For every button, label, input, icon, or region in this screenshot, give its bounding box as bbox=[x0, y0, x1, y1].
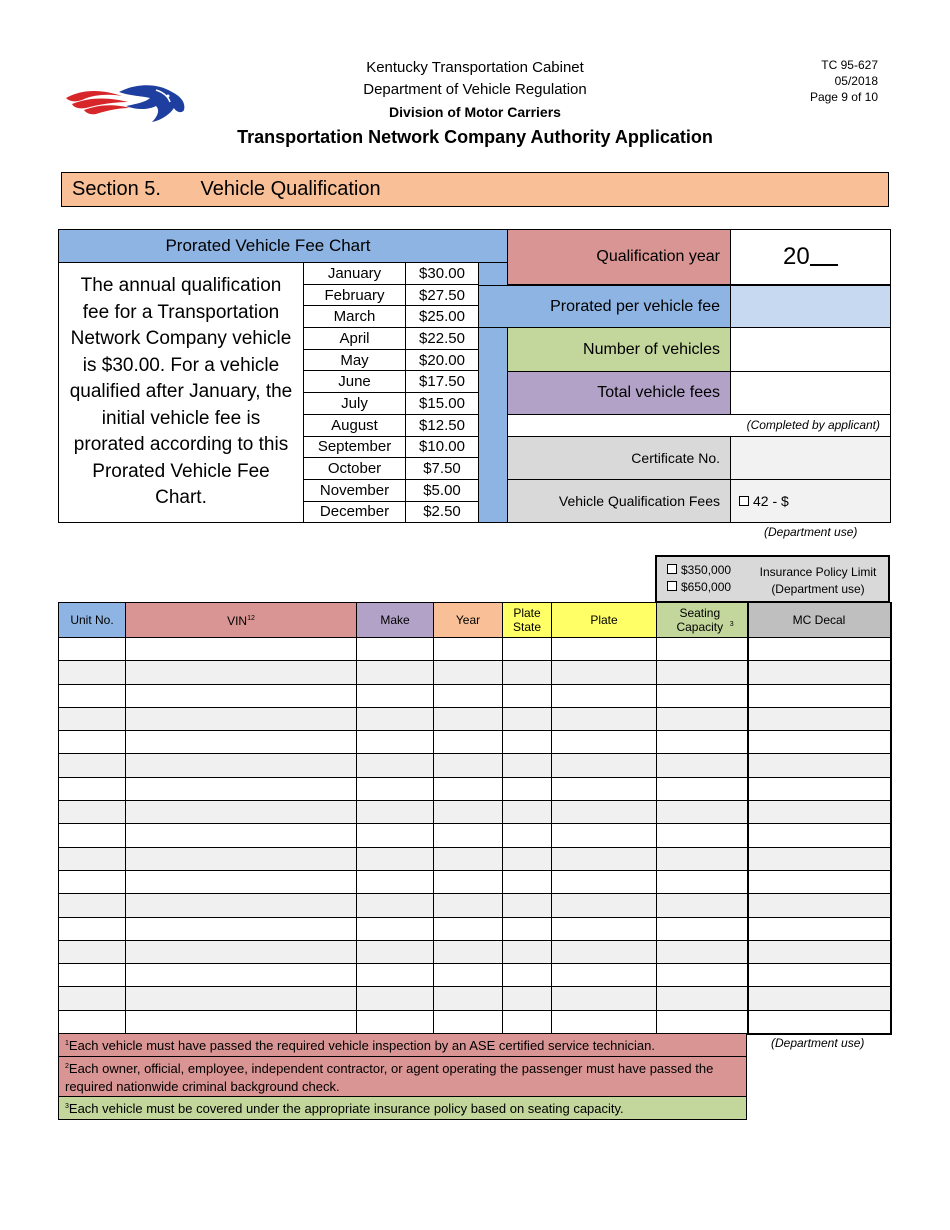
vehicle-cell[interactable] bbox=[59, 754, 126, 777]
fee-chart-row bbox=[304, 306, 479, 328]
fee-chart-month: September bbox=[304, 436, 406, 458]
vehicle-cell[interactable] bbox=[59, 940, 126, 963]
vehicle-col-label: Seating Capacity bbox=[676, 606, 724, 634]
fee-chart-title: Prorated Vehicle Fee Chart bbox=[58, 229, 508, 263]
vehicle-col-label: Make bbox=[380, 613, 410, 627]
footnote-2 bbox=[58, 1056, 747, 1097]
vehicle-cell[interactable] bbox=[434, 917, 503, 940]
vehicle-cell[interactable] bbox=[503, 1010, 552, 1033]
fee-chart-amount: $20.00 bbox=[406, 349, 479, 371]
fee-chart-month: June bbox=[304, 371, 406, 393]
fee-chart-amount: $22.50 bbox=[406, 328, 479, 350]
vehicle-cell[interactable] bbox=[552, 1010, 657, 1033]
vehicle-cell[interactable] bbox=[59, 661, 126, 684]
vehicle-cell[interactable] bbox=[59, 917, 126, 940]
vehicle-col-header bbox=[357, 603, 434, 638]
certificate-no-label: Certificate No. bbox=[507, 436, 731, 480]
table-row bbox=[59, 847, 891, 870]
vehicle-cell[interactable] bbox=[748, 731, 891, 754]
fee-chart-row bbox=[304, 414, 479, 436]
insurance-option-650k[interactable] bbox=[667, 580, 731, 594]
fee-chart-row bbox=[304, 263, 479, 285]
insurance-policy-title: Insurance Policy Limit bbox=[759, 565, 877, 579]
vehicle-col-label: VIN bbox=[227, 614, 248, 628]
vehicle-cell[interactable] bbox=[552, 801, 657, 824]
fee-chart-amount: $17.50 bbox=[406, 371, 479, 393]
vehicle-cell[interactable] bbox=[357, 801, 434, 824]
vehicle-cell[interactable] bbox=[357, 987, 434, 1010]
table-row bbox=[59, 661, 891, 684]
vehicle-cell[interactable] bbox=[657, 987, 748, 1010]
footnote-1-marker: 1 bbox=[65, 1040, 69, 1047]
vehicle-cell[interactable] bbox=[503, 638, 552, 661]
vehicle-cell[interactable] bbox=[552, 731, 657, 754]
insurance-policy-label bbox=[753, 564, 883, 598]
table-row bbox=[59, 731, 891, 754]
vehicle-cell[interactable] bbox=[434, 754, 503, 777]
fee-chart-row bbox=[304, 371, 479, 393]
vehicle-col-header bbox=[434, 603, 503, 638]
vehicle-cell[interactable] bbox=[552, 917, 657, 940]
fee-chart-month: May bbox=[304, 349, 406, 371]
form-date: 05/2018 bbox=[834, 74, 878, 88]
vehicle-cell[interactable] bbox=[748, 777, 891, 800]
vehicle-col-header bbox=[552, 603, 657, 638]
fee-chart-amount: $12.50 bbox=[406, 414, 479, 436]
vehicle-cell[interactable] bbox=[552, 847, 657, 870]
fee-chart-month: March bbox=[304, 306, 406, 328]
vehicle-cell[interactable] bbox=[657, 661, 748, 684]
vehicle-cell[interactable] bbox=[126, 731, 357, 754]
table-row bbox=[59, 707, 891, 730]
vehicle-cell[interactable] bbox=[748, 824, 891, 847]
completed-by-applicant-note: (Completed by applicant) bbox=[507, 414, 891, 437]
vehicle-cell[interactable] bbox=[552, 684, 657, 707]
vehicle-cell[interactable] bbox=[503, 754, 552, 777]
vehicle-cell[interactable] bbox=[59, 777, 126, 800]
vehicle-cell[interactable] bbox=[657, 754, 748, 777]
vehicle-cell[interactable] bbox=[59, 638, 126, 661]
vehicle-cell[interactable] bbox=[748, 638, 891, 661]
vehicle-col-label: MC Decal bbox=[792, 613, 846, 627]
vehicle-cell[interactable] bbox=[657, 731, 748, 754]
vehicle-cell[interactable] bbox=[59, 1010, 126, 1033]
vehicle-cell[interactable] bbox=[503, 940, 552, 963]
vehicle-cell[interactable] bbox=[434, 801, 503, 824]
vehicle-cell[interactable] bbox=[434, 638, 503, 661]
vehicle-cell[interactable] bbox=[657, 870, 748, 893]
vehicle-cell[interactable] bbox=[126, 824, 357, 847]
vehicle-col-header bbox=[126, 603, 357, 638]
vehicle-cell[interactable] bbox=[748, 940, 891, 963]
vehicle-cell[interactable] bbox=[552, 707, 657, 730]
vehicle-cell[interactable] bbox=[748, 801, 891, 824]
vehicle-cell[interactable] bbox=[503, 707, 552, 730]
vehicle-cell[interactable] bbox=[503, 847, 552, 870]
vehicle-cell[interactable] bbox=[126, 801, 357, 824]
vehicle-cell[interactable] bbox=[126, 894, 357, 917]
num-vehicles-label: Number of vehicles bbox=[507, 327, 731, 372]
vehicle-cell[interactable] bbox=[748, 847, 891, 870]
vehicle-cell[interactable] bbox=[126, 1010, 357, 1033]
fee-chart-month: July bbox=[304, 393, 406, 415]
vehicle-cell[interactable] bbox=[357, 847, 434, 870]
vehicle-cell[interactable] bbox=[59, 987, 126, 1010]
fee-chart-description: The annual qualification fee for a Transportation Network Company vehicle is $30.00. For a vehicle qualified after January, the initial vehicle fee is prorated according to this Prorated Vehicle Fee Chart. bbox=[58, 262, 304, 523]
total-fees-label: Total vehicle fees bbox=[507, 371, 731, 415]
qualification-year-prefix: 20 bbox=[783, 243, 810, 270]
table-row bbox=[59, 917, 891, 940]
department-use-note: (Department use) bbox=[764, 525, 858, 539]
vehicle-cell[interactable] bbox=[357, 964, 434, 987]
fee-chart-month: February bbox=[304, 284, 406, 306]
vehicle-cell[interactable] bbox=[357, 707, 434, 730]
vehicle-cell[interactable] bbox=[657, 1010, 748, 1033]
qualification-year-label: Qualification year bbox=[507, 229, 731, 285]
fee-chart-row bbox=[304, 284, 479, 306]
vehicle-cell[interactable] bbox=[748, 964, 891, 987]
vehicle-cell[interactable] bbox=[126, 917, 357, 940]
fee-chart-month: April bbox=[304, 328, 406, 350]
section-title: Vehicle Qualification bbox=[200, 178, 381, 200]
vehicle-cell[interactable] bbox=[357, 894, 434, 917]
vehicle-cell[interactable] bbox=[434, 707, 503, 730]
vehicle-cell[interactable] bbox=[657, 707, 748, 730]
vehicle-cell[interactable] bbox=[657, 777, 748, 800]
vehicle-col-header bbox=[657, 603, 748, 638]
qualification-fees-code: 42 - $ bbox=[753, 493, 789, 509]
vehicle-cell[interactable] bbox=[126, 777, 357, 800]
vehicle-col-footnote-ref: 3 bbox=[729, 621, 734, 628]
vehicle-cell[interactable] bbox=[434, 894, 503, 917]
header-department: Department of Vehicle Regulation bbox=[363, 81, 587, 98]
vehicle-cell[interactable] bbox=[434, 847, 503, 870]
vehicle-cell[interactable] bbox=[748, 894, 891, 917]
footnote-1 bbox=[58, 1033, 747, 1057]
insurance-policy-box bbox=[655, 555, 890, 603]
fee-chart-row bbox=[304, 328, 479, 350]
vehicle-col-header bbox=[59, 603, 126, 638]
vehicle-cell[interactable] bbox=[552, 661, 657, 684]
vehicle-cell[interactable] bbox=[552, 754, 657, 777]
insurance-option-350k[interactable] bbox=[667, 563, 731, 577]
vehicle-cell[interactable] bbox=[59, 894, 126, 917]
vehicle-cell[interactable] bbox=[503, 824, 552, 847]
fee-chart-amount: $30.00 bbox=[406, 263, 479, 285]
table-row bbox=[59, 684, 891, 707]
vehicle-cell[interactable] bbox=[503, 731, 552, 754]
vehicle-cell[interactable] bbox=[552, 987, 657, 1010]
certificate-no-field[interactable] bbox=[730, 436, 891, 480]
vehicle-cell[interactable] bbox=[748, 754, 891, 777]
vehicle-cell[interactable] bbox=[357, 638, 434, 661]
table-row bbox=[59, 754, 891, 777]
table-row bbox=[59, 777, 891, 800]
vehicle-col-label: Unit No. bbox=[70, 613, 114, 627]
section-header bbox=[61, 172, 889, 207]
fee-chart-month: January bbox=[304, 263, 406, 285]
vehicle-cell[interactable] bbox=[657, 801, 748, 824]
vehicle-cell[interactable] bbox=[126, 964, 357, 987]
vehicle-cell[interactable] bbox=[552, 894, 657, 917]
vehicle-cell[interactable] bbox=[126, 638, 357, 661]
qualification-year-field[interactable] bbox=[730, 229, 891, 285]
insurance-350k-checkbox[interactable] bbox=[667, 564, 677, 574]
fee-chart-month: November bbox=[304, 479, 406, 501]
insurance-350k-label: $350,000 bbox=[681, 563, 732, 577]
fee-chart-row bbox=[304, 393, 479, 415]
qualification-year-blank[interactable] bbox=[810, 244, 838, 266]
vehicle-cell[interactable] bbox=[126, 754, 357, 777]
vehicle-cell[interactable] bbox=[748, 661, 891, 684]
vehicle-cell[interactable] bbox=[59, 870, 126, 893]
insurance-policy-note: (Department use) bbox=[771, 582, 865, 596]
vehicle-cell[interactable] bbox=[357, 661, 434, 684]
vehicle-cell[interactable] bbox=[357, 917, 434, 940]
table-row bbox=[59, 638, 891, 661]
footnote-1-text: Each vehicle must have passed the required vehicle inspection by an ASE certified service technician. bbox=[68, 1038, 655, 1053]
fee-chart-month: December bbox=[304, 501, 406, 523]
vehicle-cell[interactable] bbox=[503, 894, 552, 917]
fee-chart-row bbox=[304, 501, 479, 523]
vehicle-cell[interactable] bbox=[357, 684, 434, 707]
footnote-2-marker: 2 bbox=[65, 1063, 69, 1070]
vehicle-cell[interactable] bbox=[434, 777, 503, 800]
vehicle-cell[interactable] bbox=[503, 917, 552, 940]
header-division: Division of Motor Carriers bbox=[389, 104, 561, 120]
fee-chart-amount: $7.50 bbox=[406, 458, 479, 480]
fee-chart-row bbox=[304, 349, 479, 371]
vehicle-col-footnote-ref: 12 bbox=[247, 615, 255, 622]
footnote-3-text: Each vehicle must be covered under the appropriate insurance policy based on seating capacity. bbox=[68, 1101, 624, 1116]
vehicle-cell[interactable] bbox=[357, 777, 434, 800]
fee-chart-row bbox=[304, 458, 479, 480]
vehicle-cell[interactable] bbox=[503, 684, 552, 707]
fee-chart-amount: $5.00 bbox=[406, 479, 479, 501]
page-number: Page 9 of 10 bbox=[809, 90, 878, 104]
vehicle-cell[interactable] bbox=[357, 824, 434, 847]
vehicle-cell[interactable] bbox=[657, 824, 748, 847]
mc-decal-department-use-note: (Department use) bbox=[771, 1036, 865, 1050]
prorated-fee-field[interactable] bbox=[730, 285, 891, 328]
vehicle-cell[interactable] bbox=[126, 870, 357, 893]
fee-chart-amount: $10.00 bbox=[406, 436, 479, 458]
table-row bbox=[59, 987, 891, 1010]
fee-chart-amount: $25.00 bbox=[406, 306, 479, 328]
vehicle-cell[interactable] bbox=[59, 847, 126, 870]
vehicle-cell[interactable] bbox=[657, 917, 748, 940]
vehicle-cell[interactable] bbox=[357, 1010, 434, 1033]
fee-chart-row bbox=[304, 479, 479, 501]
total-fees-field[interactable] bbox=[730, 371, 891, 415]
vehicle-cell[interactable] bbox=[434, 661, 503, 684]
vehicle-cell[interactable] bbox=[657, 964, 748, 987]
vehicle-cell[interactable] bbox=[434, 731, 503, 754]
vehicle-cell[interactable] bbox=[552, 824, 657, 847]
vehicle-cell[interactable] bbox=[357, 870, 434, 893]
vehicle-cell[interactable] bbox=[503, 777, 552, 800]
vehicle-cell[interactable] bbox=[434, 684, 503, 707]
vehicle-cell[interactable] bbox=[552, 638, 657, 661]
fee-chart-amount: $15.00 bbox=[406, 393, 479, 415]
vehicle-cell[interactable] bbox=[126, 987, 357, 1010]
vehicle-table bbox=[58, 602, 892, 1035]
table-row bbox=[59, 801, 891, 824]
vehicle-col-label: Plate bbox=[590, 613, 618, 627]
qualification-fees-label: Vehicle Qualification Fees bbox=[507, 479, 731, 523]
vehicle-cell[interactable] bbox=[748, 1010, 891, 1033]
vehicle-cell[interactable] bbox=[503, 987, 552, 1010]
vehicle-cell[interactable] bbox=[503, 870, 552, 893]
vehicle-cell[interactable] bbox=[59, 731, 126, 754]
vehicle-cell[interactable] bbox=[748, 870, 891, 893]
prorated-fee-label: Prorated per vehicle fee bbox=[478, 285, 731, 328]
vehicle-col-header bbox=[503, 603, 552, 638]
vehicle-cell[interactable] bbox=[503, 661, 552, 684]
form-number: TC 95-627 bbox=[821, 58, 878, 72]
fee-chart-amount: $27.50 bbox=[406, 284, 479, 306]
vehicle-cell[interactable] bbox=[552, 870, 657, 893]
vehicle-cell[interactable] bbox=[748, 707, 891, 730]
fee-chart-table bbox=[303, 262, 479, 523]
qualification-fees-checkbox[interactable] bbox=[739, 496, 749, 506]
vehicle-cell[interactable] bbox=[59, 684, 126, 707]
vehicle-cell[interactable] bbox=[434, 870, 503, 893]
vehicle-cell[interactable] bbox=[748, 987, 891, 1010]
vehicle-cell[interactable] bbox=[503, 964, 552, 987]
vehicle-cell[interactable] bbox=[126, 684, 357, 707]
vehicle-cell[interactable] bbox=[657, 847, 748, 870]
vehicle-cell[interactable] bbox=[657, 638, 748, 661]
fee-chart-amount: $2.50 bbox=[406, 501, 479, 523]
table-row bbox=[59, 824, 891, 847]
vehicle-cell[interactable] bbox=[657, 684, 748, 707]
vehicle-cell[interactable] bbox=[657, 940, 748, 963]
footnote-3-marker: 3 bbox=[65, 1103, 69, 1110]
vehicle-cell[interactable] bbox=[126, 707, 357, 730]
num-vehicles-field[interactable] bbox=[730, 327, 891, 372]
vehicle-cell[interactable] bbox=[434, 1010, 503, 1033]
qualification-fees-field[interactable] bbox=[730, 479, 891, 523]
vehicle-cell[interactable] bbox=[552, 777, 657, 800]
vehicle-col-label: Year bbox=[455, 613, 481, 627]
vehicle-cell[interactable] bbox=[59, 801, 126, 824]
vehicle-cell[interactable] bbox=[748, 917, 891, 940]
footnote-2-text: Each owner, official, employee, independent contractor, or agent operating the passenger must have passed the required nationwide criminal background check. bbox=[65, 1061, 714, 1094]
vehicle-cell[interactable] bbox=[357, 754, 434, 777]
vehicle-cell[interactable] bbox=[126, 940, 357, 963]
section-number: Section 5. bbox=[72, 178, 161, 200]
table-row bbox=[59, 940, 891, 963]
vehicle-cell[interactable] bbox=[59, 824, 126, 847]
insurance-650k-label: $650,000 bbox=[681, 580, 732, 594]
vehicle-col-label: Plate State bbox=[512, 606, 542, 634]
vehicle-cell[interactable] bbox=[59, 964, 126, 987]
vehicle-cell[interactable] bbox=[552, 940, 657, 963]
vehicle-cell[interactable] bbox=[357, 940, 434, 963]
fee-chart-month: October bbox=[304, 458, 406, 480]
vehicle-cell[interactable] bbox=[126, 661, 357, 684]
table-row bbox=[59, 894, 891, 917]
vehicle-cell[interactable] bbox=[126, 847, 357, 870]
vehicle-cell[interactable] bbox=[434, 987, 503, 1010]
table-row bbox=[59, 964, 891, 987]
vehicle-cell[interactable] bbox=[748, 684, 891, 707]
vehicle-cell[interactable] bbox=[357, 731, 434, 754]
footnote-3 bbox=[58, 1096, 747, 1120]
page-title: Transportation Network Company Authority Application bbox=[237, 127, 713, 147]
insurance-650k-checkbox[interactable] bbox=[667, 581, 677, 591]
header-agency: Kentucky Transportation Cabinet bbox=[366, 59, 584, 76]
table-row bbox=[59, 1010, 891, 1033]
table-row bbox=[59, 870, 891, 893]
vehicle-cell[interactable] bbox=[657, 894, 748, 917]
vehicle-cell[interactable] bbox=[59, 707, 126, 730]
vehicle-col-header bbox=[748, 603, 891, 638]
vehicle-cell[interactable] bbox=[434, 964, 503, 987]
vehicle-cell[interactable] bbox=[434, 940, 503, 963]
fee-chart-row bbox=[304, 436, 479, 458]
form-meta bbox=[810, 57, 878, 105]
vehicle-cell[interactable] bbox=[503, 801, 552, 824]
vehicle-cell[interactable] bbox=[552, 964, 657, 987]
fee-chart-month: August bbox=[304, 414, 406, 436]
vehicle-cell[interactable] bbox=[434, 824, 503, 847]
